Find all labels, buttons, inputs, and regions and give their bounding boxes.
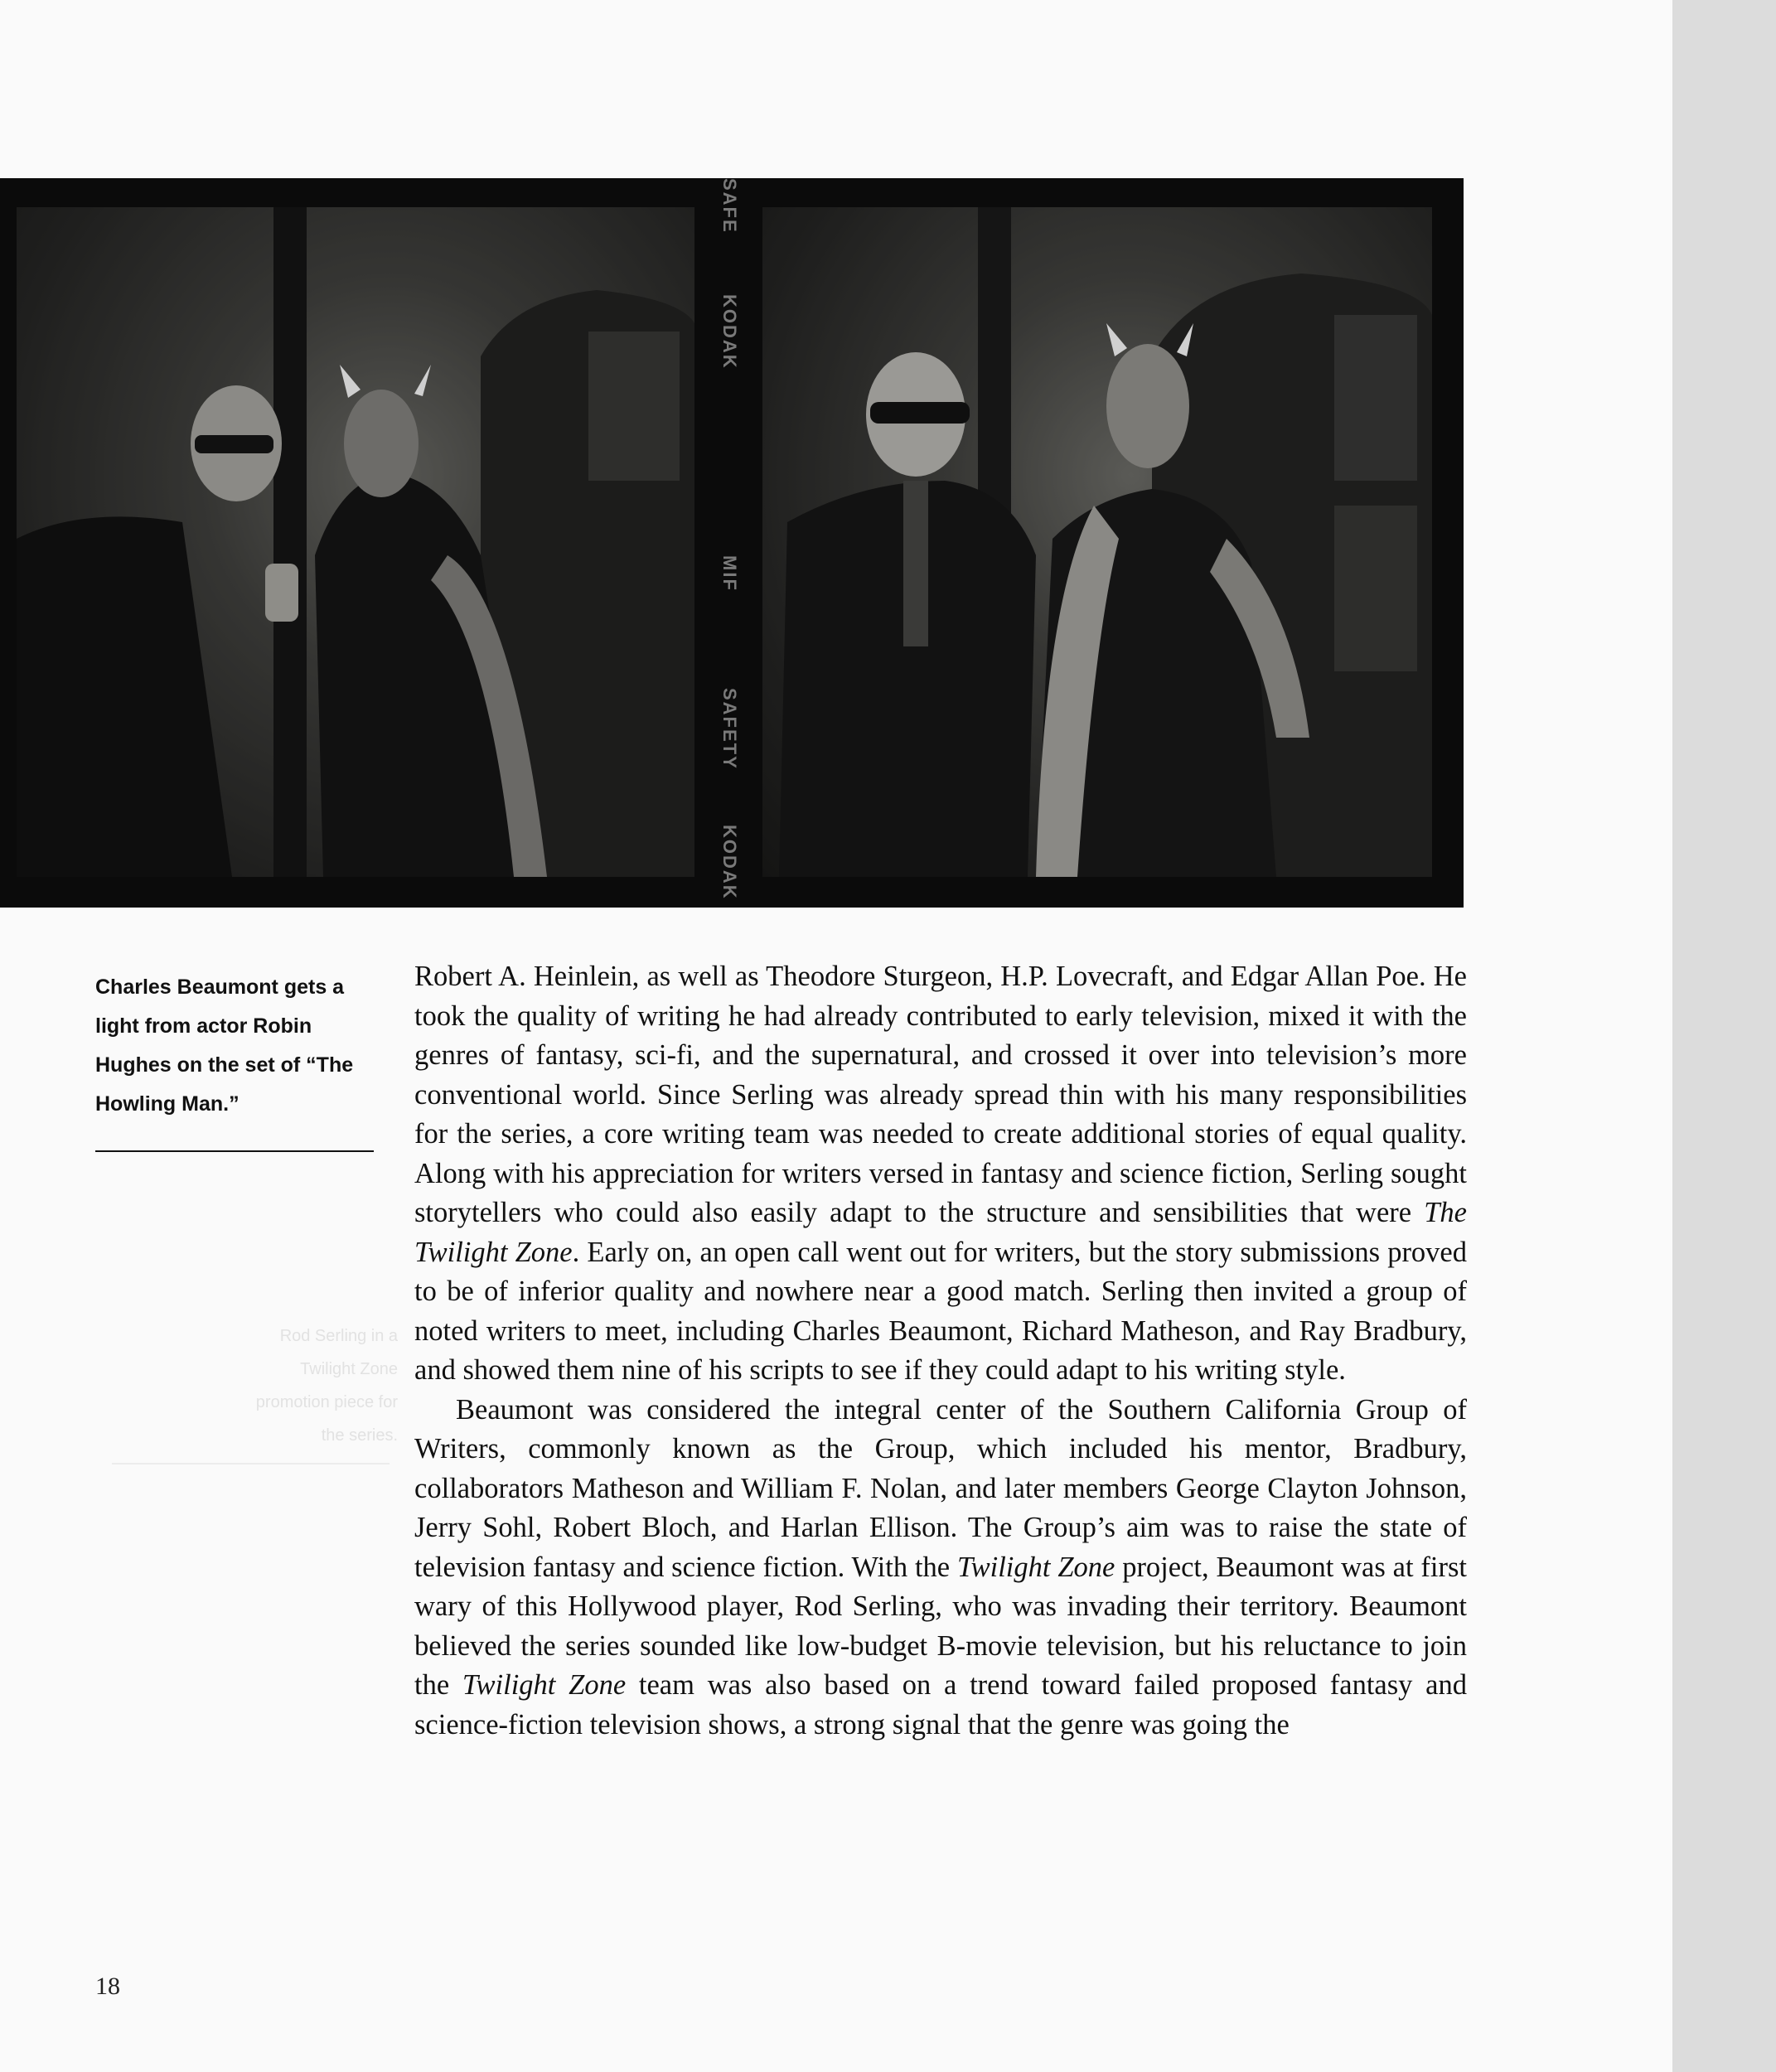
photo-frame-beaumont-lighting-cigarette [17,207,694,877]
paragraph-1: Robert A. Heinlein, as well as Theodore Sturgeon, H.P. Lovecraft, and Edgar Allan Poe. He took the quality of writing he had already contributed to early television, mixed it with the genres of fantasy, sci-fi, and the supernatural, and crossed it over into television’s more conventional world. Since Serling was already spread thin with his many responsibilities for the series, a core writing team was needed to create additional stories of equal quality. Along with his appreciation for writers versed in fantasy and science fiction, Serling sought storytellers who could also easily adapt to the structure and sensibilities that were The Twilight Zone. Early on, an open call went out for writers, but the story submissions proved to be of inferior quality and nowhere near a good match. Serling then invited a group of noted writers to meet, including Charles Beaumont, Richard Matheson, and Ray Bradbury, and showed them nine of his scripts to see if they could adapt to his writing style. [414,961,1467,1386]
photo-frame-beaumont-and-devil [762,207,1432,877]
title-italic: Twilight Zone [956,1551,1115,1583]
photo-scene-1 [17,207,694,877]
caption-divider [95,1150,374,1152]
film-edge-mark: MIF [719,555,740,592]
show-through-divider [112,1463,390,1464]
film-edge-mark: SAFE [719,178,740,234]
title-italic: The Twilight Zone [414,1197,1467,1268]
film-edge-mark: KODAK [719,825,740,900]
photo-scene-2 [762,207,1432,877]
photo-caption: Charles Beaumont gets a light from actor Robin Hughes on the set of “The Howling Man.” [95,975,354,1116]
page-edge-shadow [1672,0,1776,2072]
page-number: 18 [95,1973,120,2000]
article-body [414,957,1467,1745]
contact-sheet-photo [0,178,1464,908]
show-through-caption: Rod Serling in a Twilight Zone promotion piece for the series. [255,1327,398,1445]
film-edge-mark: KODAK [719,294,740,370]
title-italic: Twilight Zone [462,1669,627,1701]
film-edge-mark: SAFETY [719,688,740,770]
paragraph-2: Beaumont was considered the integral center of the Southern California Group of Writers, commonly known as the Group, which included his mentor, Bradbury, collaborators Matheson and William F. Nolan, and later members George Clayton Johnson, Jerry Sohl, Robert Bloch, and Harlan Ellison. The Group’s aim was to raise the state of television fantasy and science fiction. With the Twilight Zone project, Beaumont was at first wary of this Hollywood player, Rod Serling, who was invading their territory. Beaumont believed the series sounded like low-budget B-movie television, but his reluctance to join the Twilight Zone team was also based on a trend toward failed proposed fantasy and science-fiction television shows, a strong signal that the genre was going the [414,1393,1468,1740]
